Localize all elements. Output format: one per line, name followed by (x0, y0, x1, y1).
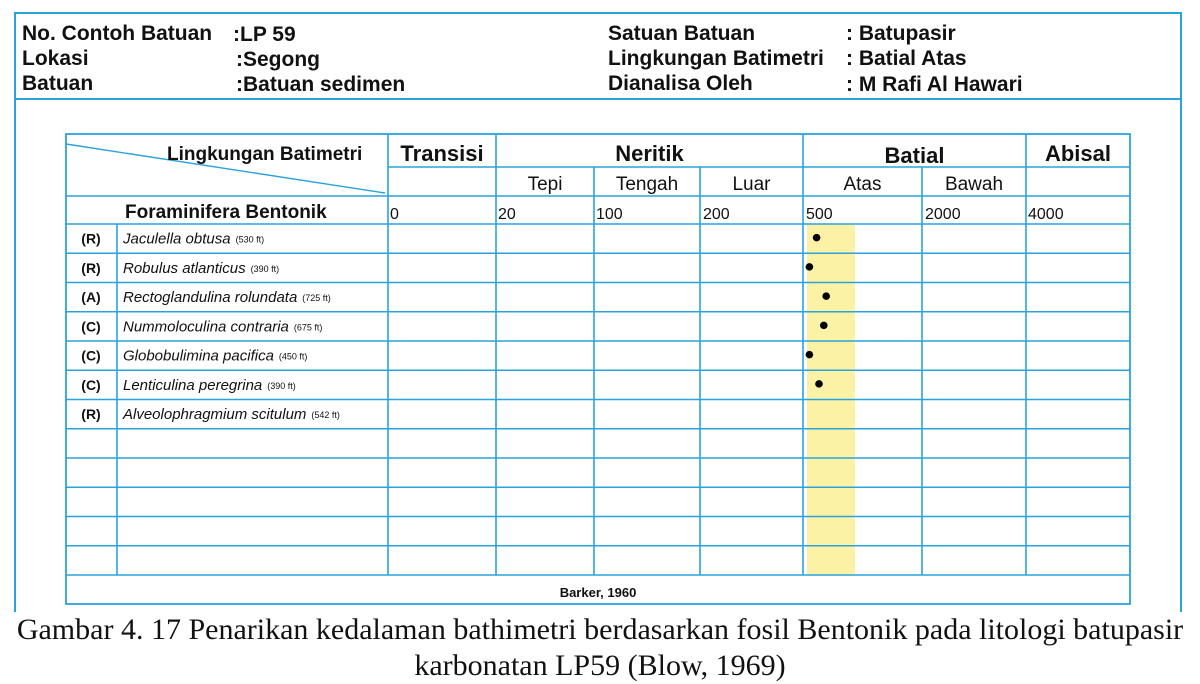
species-name: Robulus atlanticus (123, 259, 246, 277)
species-abundance: (R) (81, 406, 101, 423)
species-occurrence-dot (806, 351, 814, 359)
species-name: Rectoglandulina rolundata (123, 289, 298, 307)
depth-tick-0: 0 (390, 206, 399, 223)
species-abundance: (R) (81, 230, 101, 247)
species-name: Globobulimina pacifica (123, 347, 274, 365)
depth-tick-500: 500 (806, 206, 833, 223)
figure-caption: Gambar 4. 17 Penarikan kedalaman bathimetri berdasarkan fosil Bentonik pada litologi batupasir karbonatan LP59 (Blow, 1969) (16, 613, 1184, 682)
species-abundance: (R) (81, 259, 101, 276)
label-rock-unit: Satuan Batuan (608, 22, 756, 45)
corner-label: Lingkungan Batimetri (167, 144, 363, 165)
zone-neritik: Neritik (615, 141, 684, 166)
subzone-atas: Atas (843, 174, 882, 195)
species-occurrence-dot (815, 380, 823, 388)
depth-tick-2000: 2000 (925, 206, 961, 223)
source-label: Barker, 1960 (559, 585, 637, 600)
species-occurrence-dot (806, 263, 814, 271)
value-sample-number: :LP 59 (233, 23, 296, 46)
species-depth-note: (390 ft) (267, 380, 296, 391)
zone-abisal: Abisal (1044, 141, 1112, 166)
label-sample-number: No. Contoh Batuan (22, 22, 213, 45)
subzone-bawah: Bawah (944, 174, 1004, 195)
subzone-tepi: Tepi (527, 174, 563, 195)
value-location: :Segong (236, 48, 320, 71)
depth-tick-100: 100 (596, 206, 623, 223)
species-abundance: (A) (81, 289, 101, 306)
subzone-tengah: Tengah (615, 174, 679, 195)
species-name: Alveolophragmium scitulum (123, 406, 307, 424)
row-header-label: Foraminifera Bentonik (125, 202, 327, 223)
species-depth-note: (725 ft) (302, 293, 331, 304)
species-depth-note: (450 ft) (278, 351, 308, 362)
label-location: Lokasi (22, 47, 89, 70)
label-bathymetry: Lingkungan Batimetri (608, 47, 824, 70)
depth-tick-4000: 4000 (1028, 206, 1064, 223)
value-rock-unit: : Batupasir (846, 22, 956, 45)
species-occurrence-dot (813, 234, 821, 242)
species-depth-note: (530 ft) (235, 234, 265, 245)
label-rock: Batuan (22, 72, 94, 95)
depth-tick-20: 20 (498, 206, 516, 223)
zone-batial: Batial (884, 143, 945, 168)
species-depth-note: (675 ft) (293, 322, 323, 333)
value-bathymetry: : Batial Atas (846, 47, 967, 70)
species-depth-note: (390 ft) (250, 263, 280, 274)
species-abundance: (C) (81, 347, 101, 364)
label-analyst: Dianalisa Oleh (608, 72, 753, 95)
species-occurrence-dot (822, 292, 830, 300)
species-name: Jaculella obtusa (123, 230, 231, 248)
species-depth-note: (542 ft) (311, 410, 340, 421)
value-rock: :Batuan sedimen (236, 73, 406, 96)
species-abundance: (C) (81, 318, 101, 335)
species-occurrence-dot (820, 322, 828, 330)
subzone-luar: Luar (732, 174, 771, 195)
value-analyst: : M Rafi Al Hawari (846, 73, 1023, 96)
depth-tick-200: 200 (703, 206, 730, 223)
species-name: Nummoloculina contraria (123, 318, 289, 336)
species-name: Lenticulina peregrina (123, 376, 263, 394)
zone-transisi: Transisi (400, 141, 484, 166)
species-abundance: (C) (81, 376, 101, 393)
